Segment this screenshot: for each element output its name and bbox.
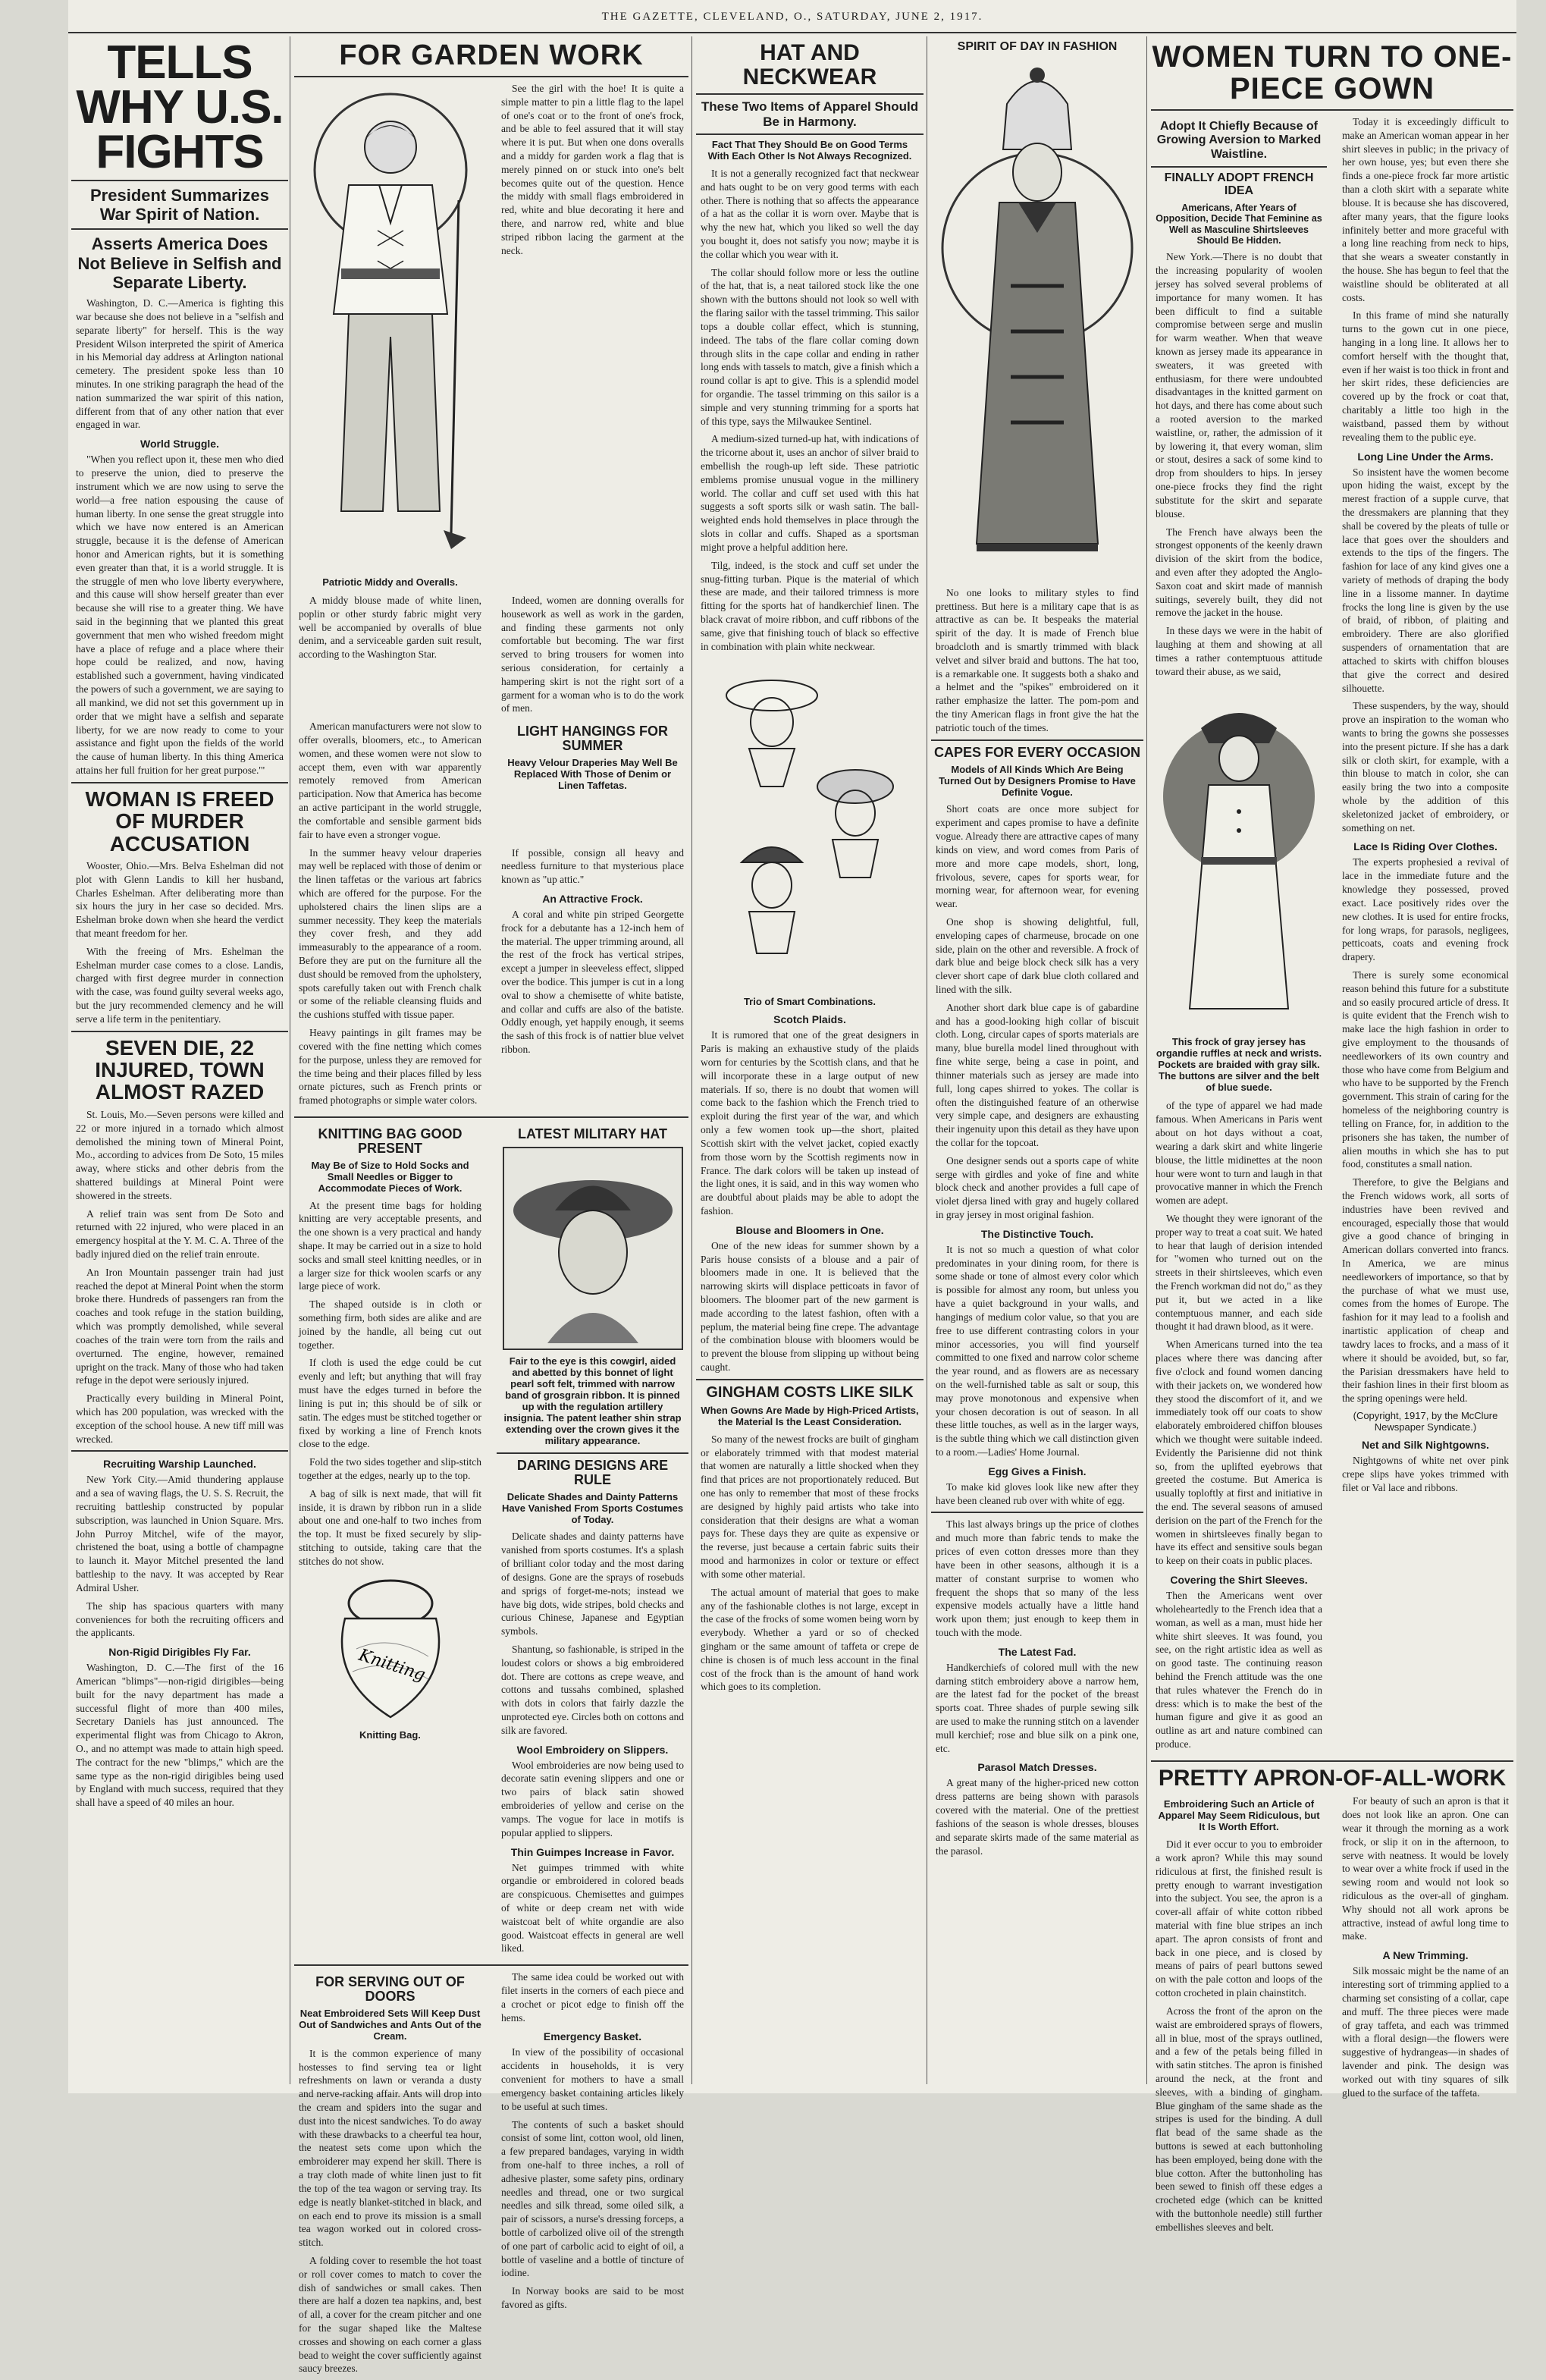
subhead: Wool Embroidery on Slippers. [516,1743,669,1756]
article-paragraph: A medium-sized turned-up hat, with indications of the tricorne about it, uses an anchor of silver braid to embellish the rough-up left side. These patriotic emblems promise unusual vogue in the millinery world. The collar and cuff set used with this hat suggests a soft sports silk or wash satin. The ball-weighted ends hold themselves in place through the slots in collar and cuffs. Shaped as a sportsman might prove a helpful addition here. [701,433,919,553]
article-paragraph: Short coats are once more subject for experiment and capes promise to have a definite vogue. Already there are attractive capes of many kinds on view, and word comes from Paris of more and more cape models, short, long, frivolous, severe, capes for sports wear, for morning wear, for afternoon wear, for evening wear. [936,803,1139,910]
article-paragraph: In these days we were in the habit of laughing at them and showing at all times a rather contemptuous attitude toward their abuse, as we said, [1156,625,1322,677]
article-paragraph: In this frame of mind she naturally turns to the gown cut in one piece, hanging in a long line. It allows her to comfort herself with the thought that, even if her waist is too thick in front and her skirt rides, these deficiencies are covered up by the frock or coat that, charitably a little too high in the waistband, passed them by without revealing them to the public eye. [1342,309,1509,443]
article-paragraph: New York City.—Amid thundering applause and a sea of waving flags, the U. S. S. Recruit, the recruiting battleship constructed by popular subscription, was launched in Union Square. Mrs. John Purroy Mitchel, wife of the mayor, christened the boat, using a bottle of champagne to launch it. Mayor Mitchel presented the land battleship to the navy. It was accepted by Rear Admiral Usher. [76,1474,284,1593]
article-paragraph: A coral and white pin striped Georgette frock for a debutante has a 12-inch hem of the material. The upper trimming around, all the rest of the frock has vertical stripes, except a jumper in sleeveless effect, slipped over the bodice. This jumper is cut in a long oval to show a chemisette of white batiste, and collar and cuffs are also of the batiste. Oddly enough, yet happily enough, it seems the sash of this frock is of nattier blue velvet ribbon. [501,908,684,1056]
article-paragraph: Washington, D. C.—America is fighting this war because she does not believe in a "selfish and separate liberty" for herself. This is the way President Wilson interpreted the spirit of America in his Memorial day address at Arlington national cemetery. The president spoke less than 10 minutes. In one striking paragraph the head of the nation summarized the war spirit of this nation, different from that of any other nation that ever engaged in war. [76,297,284,431]
figure-caption: Patriotic Middy and Overalls. [322,576,458,588]
article-paragraph: It is the common experience of many hostesses to find serving tea or light refreshments on lawn or veranda a dusty and nerve-racking affair. Ants will drop into the cream and spiders into the sugar and dust into the nicest sandwiches. To do away with these drawbacks to a cheerful tea hour, the neatest sets come upon which the embroiderer may expend her skill. There is a tray cloth made of white linen just to fit the top of the tea wagon or serving tray. Its edge is neatly blanket-stitched in black, and on each end to prove its mission is a small tea wagon worked out in colored cross-stitch. [299,2047,481,2249]
article-paragraph: Today it is exceedingly difficult to make an American woman appear in her shirt sleeves in public; in the privacy of her own house, yes; but even there she finds a one-piece frock far more artistic than a cloth skirt with a separate white blouse. It is because she has discovered, after many years, that the figure looks infinitely better and more graceful with a long line reaching from neck to hips, that she wears a sweater constantly in the house. She has begun to feel that the waistline should be obliterated at all costs. [1342,116,1509,303]
subhead: The Latest Fad. [998,1645,1077,1658]
article-paragraph: A great many of the higher-priced new cotton dress patterns are being shown with parasols covered with the material. One of the prettiest fashions of the season is whole dresses, blouses and separate skirts made of the same material as the parasol. [936,1777,1139,1857]
article-paragraph: In Norway books are said to be most favored as gifts. [501,2285,684,2311]
column-4 [931,36,1143,1862]
subhead: Emergency Basket. [543,2030,642,2043]
article-paragraph: This last always brings up the price of clothes and much more than fabric tends to make the prices of even cotton dresses more than they have been in other seasons, although it is a matter of constant surprise to women who frequent the shops that so many of the less expensive models actually have a little hand work upon them; just enough to keep them in touch with the mode. [936,1518,1139,1638]
article-paragraph: With the freeing of Mrs. Eshelman the Eshelman murder case comes to a close. Landis, charged with first degree murder in connection with the case, was found guilty several weeks ago, but the jury recommended clemency and he will serve a life term in the penitentiary. [76,945,284,1025]
article-paragraph: An Iron Mountain passenger train had just reached the depot at Mineral Point when the storm broke there. Hundreds of passengers ran from the coaches and took refuge in the station building, which was promptly demolished, while several coaches of the train were torn from the rails and overturned. The engine, however, remained upright on the track. Many of those who had taken refuge in the depot were seriously injured. [76,1266,284,1386]
column-rule [1146,36,1147,2084]
deck: Fact That They Should Be on Good Terms With Each Other Is Not Always Recognized. [707,139,912,162]
article-paragraph: Did it ever occur to you to embroider a work apron? While this may sound ridiculous at first, the finished result is pretty enough to warrant investigation into the subject. You see, the apron is a cover-all affair of white cotton ribbed material with fine blue stripes an inch apart. The apron consists of front and back in one piece, and is closed by means of pairs of pearl buttons sewed on with the pale cotton and loops of the cotton crocheted in plain chainstitch. [1156,1838,1322,1999]
article-paragraph: So insistent have the women become upon hiding the waist, except by the merest fraction of a supple curve, that the dressmakers are planning that they shall be covered by the pleats of tulle or lace that goes over the shoulders and extends to the tips of the fingers. The fashion for lace of any kind gives one a variety of methods of draping the body line in a lissome manner. In daytime frocks the long line is given by the use of braid, of ribbon, of plaiting and embroidery. There are also glorified suspenders of ornamentation that are attached to skirts with chiffon blouses that give the correct and desired silhouette. [1342,466,1509,694]
deck: Asserts America Does Not Believe in Selfish and Separate Liberty. [77,234,282,292]
subhead: An Attractive Frock. [542,892,643,905]
figure-caption: Fair to the eye is this cowgirl, aided and abetted by this bonnet of light pearl soft felt, trimmed with narrow band of grosgrain ribbon. It is pinned up with the regulation artillery insignia. The patent leather shin strap extending over the crown gives it the military appearance. [503,1355,682,1446]
headline-tells-why: TELLS WHY U.S. FIGHTS [76,36,284,178]
article-paragraph: If possible, consign all heavy and needless furniture to that mysterious place known as "up attic." [501,846,684,886]
article-paragraph: To make kid gloves look like new after they have been cleaned rub over with white of egg. [936,1480,1139,1506]
subhead: Lace Is Riding Over Clothes. [1353,840,1497,853]
article-paragraph: Delicate shades and dainty patterns have vanished from sports costumes. It's a splash of brilliant color today and the most daring of designs. Gone are the sprays of rosebuds and sprigs of forget-me-nots; instead we have big dots, wide stripes, bold checks and curious Chinese, Japanese and Egyptian symbols. [501,1531,684,1637]
subhead: Recruiting Warship Launched. [103,1458,256,1471]
article-paragraph: Fold the two sides together and slip-stitch together at the edges, nearly up to the top. [299,1456,481,1481]
article-paragraph: Handkerchiefs of colored mull with the new darning stitch embroidery above a narrow hem, are the latest fad for the pocket of the breast sports coat. Three shades of purple sewing silk are used to make the running stitch on a lavender mull kerchief; rose and blue silk on a pink one, etc. [936,1661,1139,1754]
article-paragraph: The French have always been the strongest opponents of the keenly drawn division of the skirt from the bodice, and even after they adopted the Anglo-Saxon coat and skirt made of mannish suitings, severely built, they did not remove the jacket in the house. [1156,526,1322,619]
article-paragraph: Nightgowns of white net over pink crepe slips have yokes trimmed with filet or Val lace and ribbons. [1342,1454,1509,1493]
article-paragraph: Washington, D. C.—The first of the 16 American "blimps"—non-rigid dirigibles—being built for the navy department has made a successful flight of more than 400 miles, Secretary Daniels has just announced. The experimental flight was from Chicago to Akron, O., and no attempt was made to attain high speed. The contract for the new "blimps," which are the same type as the non-rigid dirigibles being used by England with much success, required that they shall have a speed of 40 miles an hour. [76,1662,284,1809]
subhead: Long Line Under the Arms. [1357,450,1494,463]
article-paragraph: Tilg, indeed, is the stock and cuff set under the snug-fitting turban. Pique is the material of which these are made, and their tailored trimness is more fitting for the sports hat of handkerchief linen. The black cravat of moire ribbon, and cuff ribbons of the same, give that finishing touch of black so effective in combination with plain white neckwear. [701,559,919,652]
newspaper-page [68,0,1516,2375]
article-paragraph: In view of the possibility of occasional accidents in households, it is very convenient for mothers to have a small emergency basket containing articles likely to be useful at such times. [501,2046,684,2112]
deck: These Two Items of Apparel Should Be in Harmony. [701,99,919,129]
jersey-frock-illustration [1156,683,1322,1031]
deck: Adopt It Chiefly Because of Growing Aversion to Marked Waistline. [1156,120,1322,161]
headline-capes: CAPES FOR EVERY OCCASION [933,744,1141,760]
article-paragraph: Another short dark blue cape is of gabardine and has a good-looking high collar of biscuit cloth. Long, circular capes of sports materials are many, blue burella model lined throughout with fine white serge, being a case in point, and thinner materials such as jersey are made into full, long capes shirred to yokes. The collar is often the distinguished feature of an otherwise very simple cape, and designers are exhausting their ingenuity upon this detail as they have upon the collar for the topcoat. [936,1001,1139,1148]
article-paragraph: The ship has spacious quarters with many conveniences for both the recruiting officers and the applicants. [76,1600,284,1639]
deck: May Be of Size to Hold Socks and Small Needles or Bigger to Accommodate Pieces of Work. [311,1159,469,1194]
article-paragraph: It is not a generally recognized fact that neckwear and hats ought to be on very good terms with each other. There is nothing that so affects the appearance of a hat as the collar it is worn over. Maybe that is why the new hat, which you liked so well the day you bought it, does not satisfy you now; maybe it is the collar which you wear with it. [701,167,919,260]
headline-seven-die: SEVEN DIE, 22 INJURED, TOWN ALMOST RAZED [95,1035,265,1104]
subhead: Net and Silk Nightgowns. [1361,1438,1489,1451]
copyright-line: (Copyright, 1917, by the McClure Newspaper Syndicate.) [1353,1409,1498,1433]
deck: Models of All Kinds Which Are Being Turned Out by Designers Promise to Have Definite Vogue. [939,763,1136,798]
subhead: The Distinctive Touch. [980,1227,1094,1240]
headline-one-piece-gown: WOMEN TURN TO ONE-PIECE GOWN [1152,40,1513,105]
deck: When Gowns Are Made by High-Priced Artists, the Material Is the Least Consideration. [701,1404,919,1427]
headline-woman-freed: WOMAN IS FREED OF MURDER ACCUSATION [85,787,274,856]
article-paragraph: We thought they were ignorant of the proper way to treat a coat suit. We hated to hear that laugh of derision intended for "women who turned out on the streets in their shirtsleeves, which even the French workman did not do," as they put it, but we acted in a like contemptuous manner, and each side thought it had drawn blood, as it were. [1156,1212,1322,1333]
deck: Neat Embroidered Sets Will Keep Dust Out of Sandwiches and Ants Out of the Cream. [299,2007,481,2042]
article-paragraph: When Americans turned into the tea places where there was dancing after five o'clock and found women dancing with their jackets on, we wondered how they stood the discomfort of it, and we immediately took off our coats to show elaborately embroidered chiffon blouses which we thought were suitable indeed. Evidently the Parisienne did not think so, from the uplifted eyebrows that greeted the costume. But America is usually toploftly at first and initiative in the end. The several seasons of amused derision on the part of the French for the women in shirtsleeves finally began to have its effect and sensitive souls began to keep on their coats in public places. [1156,1339,1322,1567]
article-paragraph: Practically every building in Mineral Point, which has 200 population, was wrecked with the exception of the school house. A new tiff mill was wrecked. [76,1393,284,1445]
article-paragraph: There is surely some economical reason behind this future for a substitute and so easily procured article of dress. It is quite evident that the French wish to make lace the high fashion in order to give employment to the thousands of needleworkers of its own country and those who have come from Belgium and who have to be supported by the French government. This strain of caring for the homeless of the neighboring country is telling on France, for, in addition to the prisoners she has taken, the number of alien mouths in which she has to put food, constitutes a small nation. [1342,969,1509,1170]
column-1 [71,36,288,1814]
article-paragraph: Net guimpes trimmed with white organdie or embroidered in colored beads are conspicuous. Chemisettes and guimpes of white or deep cream net with wide waistcoat belt of white organdie are also good. Waistcoat effects in general are well liked. [501,1861,684,1955]
subhead: Covering the Shirt Sleeves. [1170,1574,1308,1587]
article-paragraph: Therefore, to give the Belgians and the French widows work, all sorts of industries have been revived and encouraged, especially those that would give a good chance of bringing in American dollars converted into francs. In America, we are minus needleworkers of importance, so that by the purchase of what we must use, comes from the homes of Europe. The fashion for it may lead to a foolish and inartistic application of cheap and tawdry laces to frocks, and a mass of it where it should be avoided, but, so far, the Parisian dressmakers have held to their fashion lines in their first bloom as the spring openings were held. [1342,1176,1509,1405]
article-paragraph: The actual amount of material that goes to make any of the fashionable clothes is not large, except in the case of the frocks of some women being worn by everybody. Whether a yard or so of checked gingham or the same amount of taffeta or crepe de chine is chosen is of much less account in the final cost of the frock than is the amount of hand work which goes to its completion. [701,1586,919,1693]
article-paragraph: Silk mossaic might be the name of an interesting sort of trimming applied to a charming set consisting of a collar, cape and muff. The three pieces were made of gray taffeta, and each was trimmed with a floral design—the flowers were suggestive of hydrangeas—in shades of lavender and pink. The design was worked out with tiny squares of silk glued to the surface of the taffeta. [1342,1965,1509,2099]
headline-hat-neckwear: HAT AND NECKWEAR [742,40,877,89]
subhead: World Struggle. [140,438,219,451]
article-paragraph: It is rumored that one of the great designers in Paris is making an exhaustive study of the plaids worn for centuries by the Scottish clans, and that he will incorporate these in a large output of new materials. If so, there is no doubt that women will come back to the fashion which the French tried to exploit during the first year of the war, and which only a few women took up—the short, plaited Scottish skirt with the velvet jacket, copied exactly from those worn by the Scottish regiments now in France. The dark colors will be taken up instead of the light ones, it is said, and in this way women who are doubtful about plaids may be able to adopt the fashion. [701,1029,919,1217]
article-paragraph: So many of the newest frocks are built of gingham or elaborately trimmed with that modest material that women are naturally a little shocked when they find that prices are not proportionately reduced. But one has only to remember that most of these frocks are designed by highly paid artists who take into consideration that their designs are what a woman pays for. These days they are quite as expensive or the reverse, just because a certain fabric suits their mood and harmonizes in color or texture or effect with some other material. [701,1433,919,1580]
column-rule [691,36,692,2084]
smart-combinations-illustration [711,658,908,991]
deck: President Summarizes War Spirit of Nation. [90,185,269,224]
article-paragraph: A relief train was sent from De Soto and returned with 22 injured, who were placed in an emergency hospital at the Y. M. C. A. Three of the badly injured died on the relief train enroute. [76,1207,284,1260]
headline-french-idea: FINALLY ADOPT FRENCH IDEA [1164,171,1314,197]
article-paragraph: It is not so much a question of what color predominates in your dining room, for there is some shade or tone of almost every color which is possible for almost any room, but unless you have a quiet background in your walls, and hangings of medium color value, so that you are free to use different contrasting colors in your minor accessories, you will find yourself committed to one fixed and narrow color scheme the year round, and as flowers are as necessary on the well-furnished table as salt or soup, this may prove monotonous and expensive when your chosen decoration is out of season. In all these little touches, as well as in the larger ways, is the subtle thing which we call distinction given to a room.—Ladies' Home Journal. [936,1243,1139,1458]
article-paragraph: A middy blouse made of white linen, poplin or other sturdy fabric might very well be accompanied by overalls of blue denim, and a serviceable garden suit result, according to the Washington Star. [299,594,481,661]
article-paragraph: See the girl with the hoe! It is quite a simple matter to pin a little flag to the lapel of one's coat or to the front of one's frock, and be able to feel assured that it will stay where it is put. But when one dons overalls and a middy for garden work a flag that is merely pinned on or stuck into one's belt becomes quite out of the question. Hence the middy with small flags embroidered in red, white and blue decorating it here and there, and narrow red, white and blue striped ribbon lacing the garment at the neck. [501,82,684,256]
deck: Heavy Velour Draperies May Well Be Replaced With Those of Denim or Linen Taffetas. [507,756,678,791]
article-paragraph: The same idea could be worked out with filet inserts in the corners of each piece and a crochet or picot edge to finish off the hems. [501,1971,684,2024]
column-5 [1151,36,1513,2239]
subhead: A New Trimming. [1382,1949,1469,1962]
column-2 [294,36,688,2380]
headline-military-hat: LATEST MILITARY HAT [518,1126,667,1141]
article-paragraph: The shaped outside is in cloth or something firm, both sides are alike and are joined by the handle, all being cut out together. [299,1298,481,1351]
deck: Americans, After Years of Opposition, Decide That Feminine as Well as Masculine Shirtsleeves Should Be Hidden. [1156,202,1322,246]
article-paragraph: Heavy paintings in gilt frames may be covered with the fine netting which comes for the purpose, unless they are removed for the time being and their places filled by less ornate pictures, such as French prints or framed photographs or simple water colors. [299,1027,481,1107]
article-paragraph: New York.—There is no doubt that the increasing popularity of woolen jersey has solved several problems of importance for many women. It has been difficult to find a suitable compromise between serge and muslin for warm weather. When that weave known as jersey made its appearance in sweaters, it was greeted with enthusiasm, for there were undoubted disadvantages in the knitted garment on hot days, and there has come about such a rooted aversion to the marked waistline, or, rather, the admission of it by lowering it, that every woman, slim or stout, desires a sack of some kind to drop from shoulders to hips. In jersey one-piece frocks they find the right substitute for the skirt and separate blouse. [1156,251,1322,520]
headline-spirit-of-day: SPIRIT OF DAY IN FASHION [957,40,1118,53]
deck: Delicate Shades and Dainty Patterns Have Vanished From Sports Costumes of Today. [501,1490,684,1525]
article-paragraph: of the type of apparel we had made famous. When Americans in Paris went about on hot days without a coat, wearing a dark skirt and white lingerie blouse, the little midinettes at the noon hour were wont to turn and laugh in that provocative manner in which the French women are adept. [1156,1100,1322,1207]
article-paragraph: In the summer heavy velour draperies may well be replaced with those of denim or the linen taffetas or the various art fabrics which are offered for the purpose. For the upholstered chairs the linen slips are a summer necessity. They keep the materials they cover fresh, and they add immeasurably to the appearance of a room. Before they are put on the furniture all the dust should be removed from the upholstery, spots carefully taken out with French chalk or some of the reliable cleansing fluids and the cushions stuffed with tissue paper. [299,846,481,1021]
article-paragraph: These suspenders, by the way, should prove an inspiration to the woman who wants to bring the gowns she possesses into the present picture. If she has a dark silk or cloth skirt, for example, with a thin blouse to match in color, she can easily bring the two into a composite whole by the addition of this skeletonized jacket of embroidery, or something on net. [1342,700,1509,834]
subhead: Blouse and Bloomers in One. [735,1223,884,1236]
article-paragraph: Wool embroideries are now being used to decorate satin evening slippers and one or two pairs of black satin showed embroideries of yellow and cerise on the vamps. The vogue for lace in motifs is popular applied to slippers. [501,1759,684,1838]
headline-knitting-bag: KNITTING BAG GOOD PRESENT [318,1126,463,1156]
figure-caption: Knitting Bag. [359,1728,421,1741]
article-paragraph: A bag of silk is next made, that will fit inside, it is drawn by ribbon run in a slide about one and one-half to two inches from the top. It must be fixed securely by slip-stitching to outside, taking care that the stitches do not show. [299,1487,481,1567]
article-paragraph: A folding cover to resemble the hot toast or roll cover comes to match to cover the dish of sandwiches or small cakes. Then there are half a dozen tea napkins, and, best of all, a cover for the cream pitcher and one for the sugar shaped like the Maltese crosses and showing on each corner a glass bead to weight the cover sufficiently against saucy breezes. [299,2254,481,2375]
column-3 [696,36,924,1698]
headline-daring-designs: DARING DESIGNS ARE RULE [516,1457,669,1487]
military-cape-illustration [935,58,1140,582]
article-paragraph: Indeed, women are donning overalls for housework as well as work in the garden, and finding these garments not only comfortable but becoming. The war first served to bring trousers for women into serious consideration, for certainly a hampering skirt is not the right sort of a garment for a woman who is to do the work of men. [501,594,684,714]
article-paragraph: St. Louis, Mo.—Seven persons were killed and 22 or more injured in a tornado which almost demolished the mining town of Mineral Point, Mo., according to advices from De Soto, 15 miles away, where sticks and other debris from the shattered buildings at Mineral Point were showered in the streets. [76,1108,284,1201]
subhead: Thin Guimpes Increase in Favor. [510,1845,675,1858]
headline-apron: PRETTY APRON-OF-ALL-WORK [1158,1765,1507,1791]
article-paragraph: One of the new ideas for summer shown by a Paris house consists of a blouse and a pair of bloomers made in one. It is believed that the narrowing skirts will displace petticoats in favor of bloomers. The bloomer part of the new garment is made according to the latest fashion, often with a peplum, the material being fine crepe. The advantage of the combination blouse with bloomers would be to prevent the blouse from slipping up without being caught. [701,1239,919,1374]
article-paragraph: Wooster, Ohio.—Mrs. Belva Eshelman did not plot with Glenn Landis to kill her husband, Charles Eshelman. After deliberating more than six hours the jury in her case so decided. Mrs. Eshelman broke down when she heard the verdict that meant freedom for her. [76,859,284,940]
article-paragraph: If cloth is used the edge could be cut evenly and left; but anything that will fray must have the edges turned in before the lining is put in; this should be of silk or satin. The edges must be stitched together or fixed by working a line of French knots close to the edge. [299,1357,481,1450]
bag-label: Knitting [356,1645,428,1685]
article-paragraph: Shantung, so fashionable, is striped in the loudest colors or shows a big embroidered dot. There are cottons as crepe weave, and cottons and tussahs combined, splashed with dots in colors that fairly dazzle the unprotected eye. Circles both on cottons and silk are favored. [501,1643,684,1736]
article-paragraph: For beauty of such an apron is that it does not look like an apron. One can wear it through the morning as a work frock, or slip it on in the afternoon, to serve with neatness. It would be lovely to wear over a white frock if used in the sewing room and would not look so ridiculous as the over-all of gingham. Why should not all work aprons be attractive, instead of awful long time to make. [1342,1795,1509,1942]
deck: Embroidering Such an Article of Apparel May Seem Ridiculous, but It Is Worth Effort. [1158,1798,1320,1833]
knitting-bag-illustration [315,1573,466,1725]
article-paragraph: At the present time bags for holding knitting are very acceptable presents, and the one shown is a very practical and handy shape. It may be carried out in a size to hold socks and small steel knitting needles, or in a larger size for thick woolen scarfs or any large piece of work. [299,1199,481,1292]
headline-gingham-silk: GINGHAM COSTS LIKE SILK [706,1383,914,1401]
article-paragraph: "When you reflect upon it, these men who died to preserve the union, died to preserve the instrument which we are now using to serve the world—a free nation espousing the cause of human liberty. In one sense the great struggle into which we have now entered is an American struggle, because it is the defense of American honor and American rights, but it is something even greater than that, it is a world struggle. It is the struggle of men who love liberty everywhere, and this cause will show herself greater than ever because she will rise to a greater thing. We have said in the beginning that we planted this great government that men who wished freedom might have a place of refuge and a place where their hope could be realized, and now, having established such a government, having vindicated the powers of such a government, we are saying to all mankind, we did not set this government up in order that we might have a selfish and separate liberty, for we are now ready to come to your assistance and fight upon the fields of the world the cause of human liberty. In this thing America attains her full fruition for her great purpose.'" [76,454,284,776]
subhead: Parasol Match Dresses. [977,1761,1097,1774]
subhead: Scotch Plaids. [773,1013,846,1026]
subhead: Non-Rigid Dirigibles Fly Far. [108,1646,251,1659]
subhead: Egg Gives a Finish. [988,1465,1087,1477]
article-paragraph: No one looks to military styles to find prettiness. But here is a military cape that is as attractive as can be. It bespeaks the material spirit of the day. It is made of French blue broadcloth and is smartly trimmed with black velvet and silver braid and buttons. The hat too, is a remarkable one. It suggests both a shako and a helmet and the "spikes" embroidered on it rather emphasize the latter. The pom-pom and the tiny American flags in front give the hat the patriotic touch of the times. [936,586,1139,733]
article-paragraph: The collar should follow more or less the outline of the hat, that is, a neat tailored stock like the one shown with the buttons should not look so well with the flaring sailor with the tassel trimming. This sailor tops a double collar effect, which is stunning, indeed. The tabs of the flare collar coming down through slits in the cape collar and ending in rather long ends with tassels to match, give a finish which a round collar is apt to give. This is a splendid model for organdie. The tassel trimming on this sailor is a simple and very stunning trimming for a sports hat of this type, says the Milwaukee Sentinel. [701,266,919,427]
article-paragraph: Then the Americans went over wholeheartedly to the French idea that a woman, as well as a man, must hide her white shirt sleeves. It was found, you see, on the right artistic idea as well as on good taste. The continuing reason behind the French attitude was the one that rules whatever the French do in dress: which is to make the best of the human figure and give it as good an outline as art and nature combined can produce. [1156,1590,1322,1750]
article-paragraph: One shop is showing delightful, full, enveloping capes of charmeuse, brocade on one side, plain on the other and reversible. A frock of dark blue and beige block check silk has a very clever short cape of dark blue cloth collared and lined with the silk. [936,915,1139,995]
middy-overalls-illustration [296,86,485,572]
military-hat-illustration [502,1146,684,1351]
headline-light-hangings: LIGHT HANGINGS FOR SUMMER [517,724,668,754]
article-paragraph: The contents of such a basket should consist of some lint, cotton wool, old linen, a few prepared bandages, varying in width from one-half to three inches, a roll of adhesive plaster, some safety pins, ordinary needles and thread, one or two surgical needles and silk thread, some oiled silk, a pair of scissors, a nurse's dressing forceps, a bottle of carbolized olive oil of the strength of one part of carbolic acid to eight of oil, a bottle of vaseline and a bottle of tincture of iodine. [501,2118,684,2279]
headline-serving-outdoors: FOR SERVING OUT OF DOORS [315,1974,465,2005]
article-paragraph: Across the front of the apron on the waist are embroidered sprays of flowers, all in blue, most of the sprays outlined, and a few of the petals being filled in with satin stitches. The apron is finished around the neck, at the front and sleeves, with a binding of gingham. Blue gingham of the same shade as the stripes is used for the binding. A dull flat bead of the same shade as the buttons is sewed at each buttonholing has been employed, being done with the blue cotton. After the buttonholing has been sewed to finish off these edges a crocheted edge (which can be knitted with the buttonhole needle) still further embellishes sleeves and belt. [1156,2005,1322,2233]
article-paragraph: The experts prophesied a revival of lace in the immediate future and the knowledge they possessed, proved exact. Lace positively rides over the new clothes. It is used for entire frocks, for long wraps, for parasols, negligees, petticoats, coats and evening frock drapery. [1342,856,1509,963]
figure-caption: This frock of gray jersey has organdie ruffles at neck and wrists. Pockets are braided with gray silk. The buttons are silver and the belt of blue suede. [1156,1036,1322,1094]
headline-garden-work: FOR GARDEN WORK [339,39,644,71]
masthead: THE GAZETTE, CLEVELAND, O., SATURDAY, JUNE 2, 1917. [68,11,1516,33]
article-paragraph: American manufacturers were not slow to offer overalls, bloomers, etc., to American women, and these women were not slow to accept them, even with war apparently remotely removed from American participation. Now that America has become an active participant in the world struggle, the comfortable and sensible garment bids fair to have even a stronger vogue. [299,721,481,840]
article-paragraph: One designer sends out a sports cape of white serge with girdles and yoke of fine and white block check and another provides a full cape of violet djersa lined with gray and hugely collared in gray jersey in most original fashion. [936,1154,1139,1220]
figure-caption: Trio of Smart Combinations. [743,996,876,1008]
